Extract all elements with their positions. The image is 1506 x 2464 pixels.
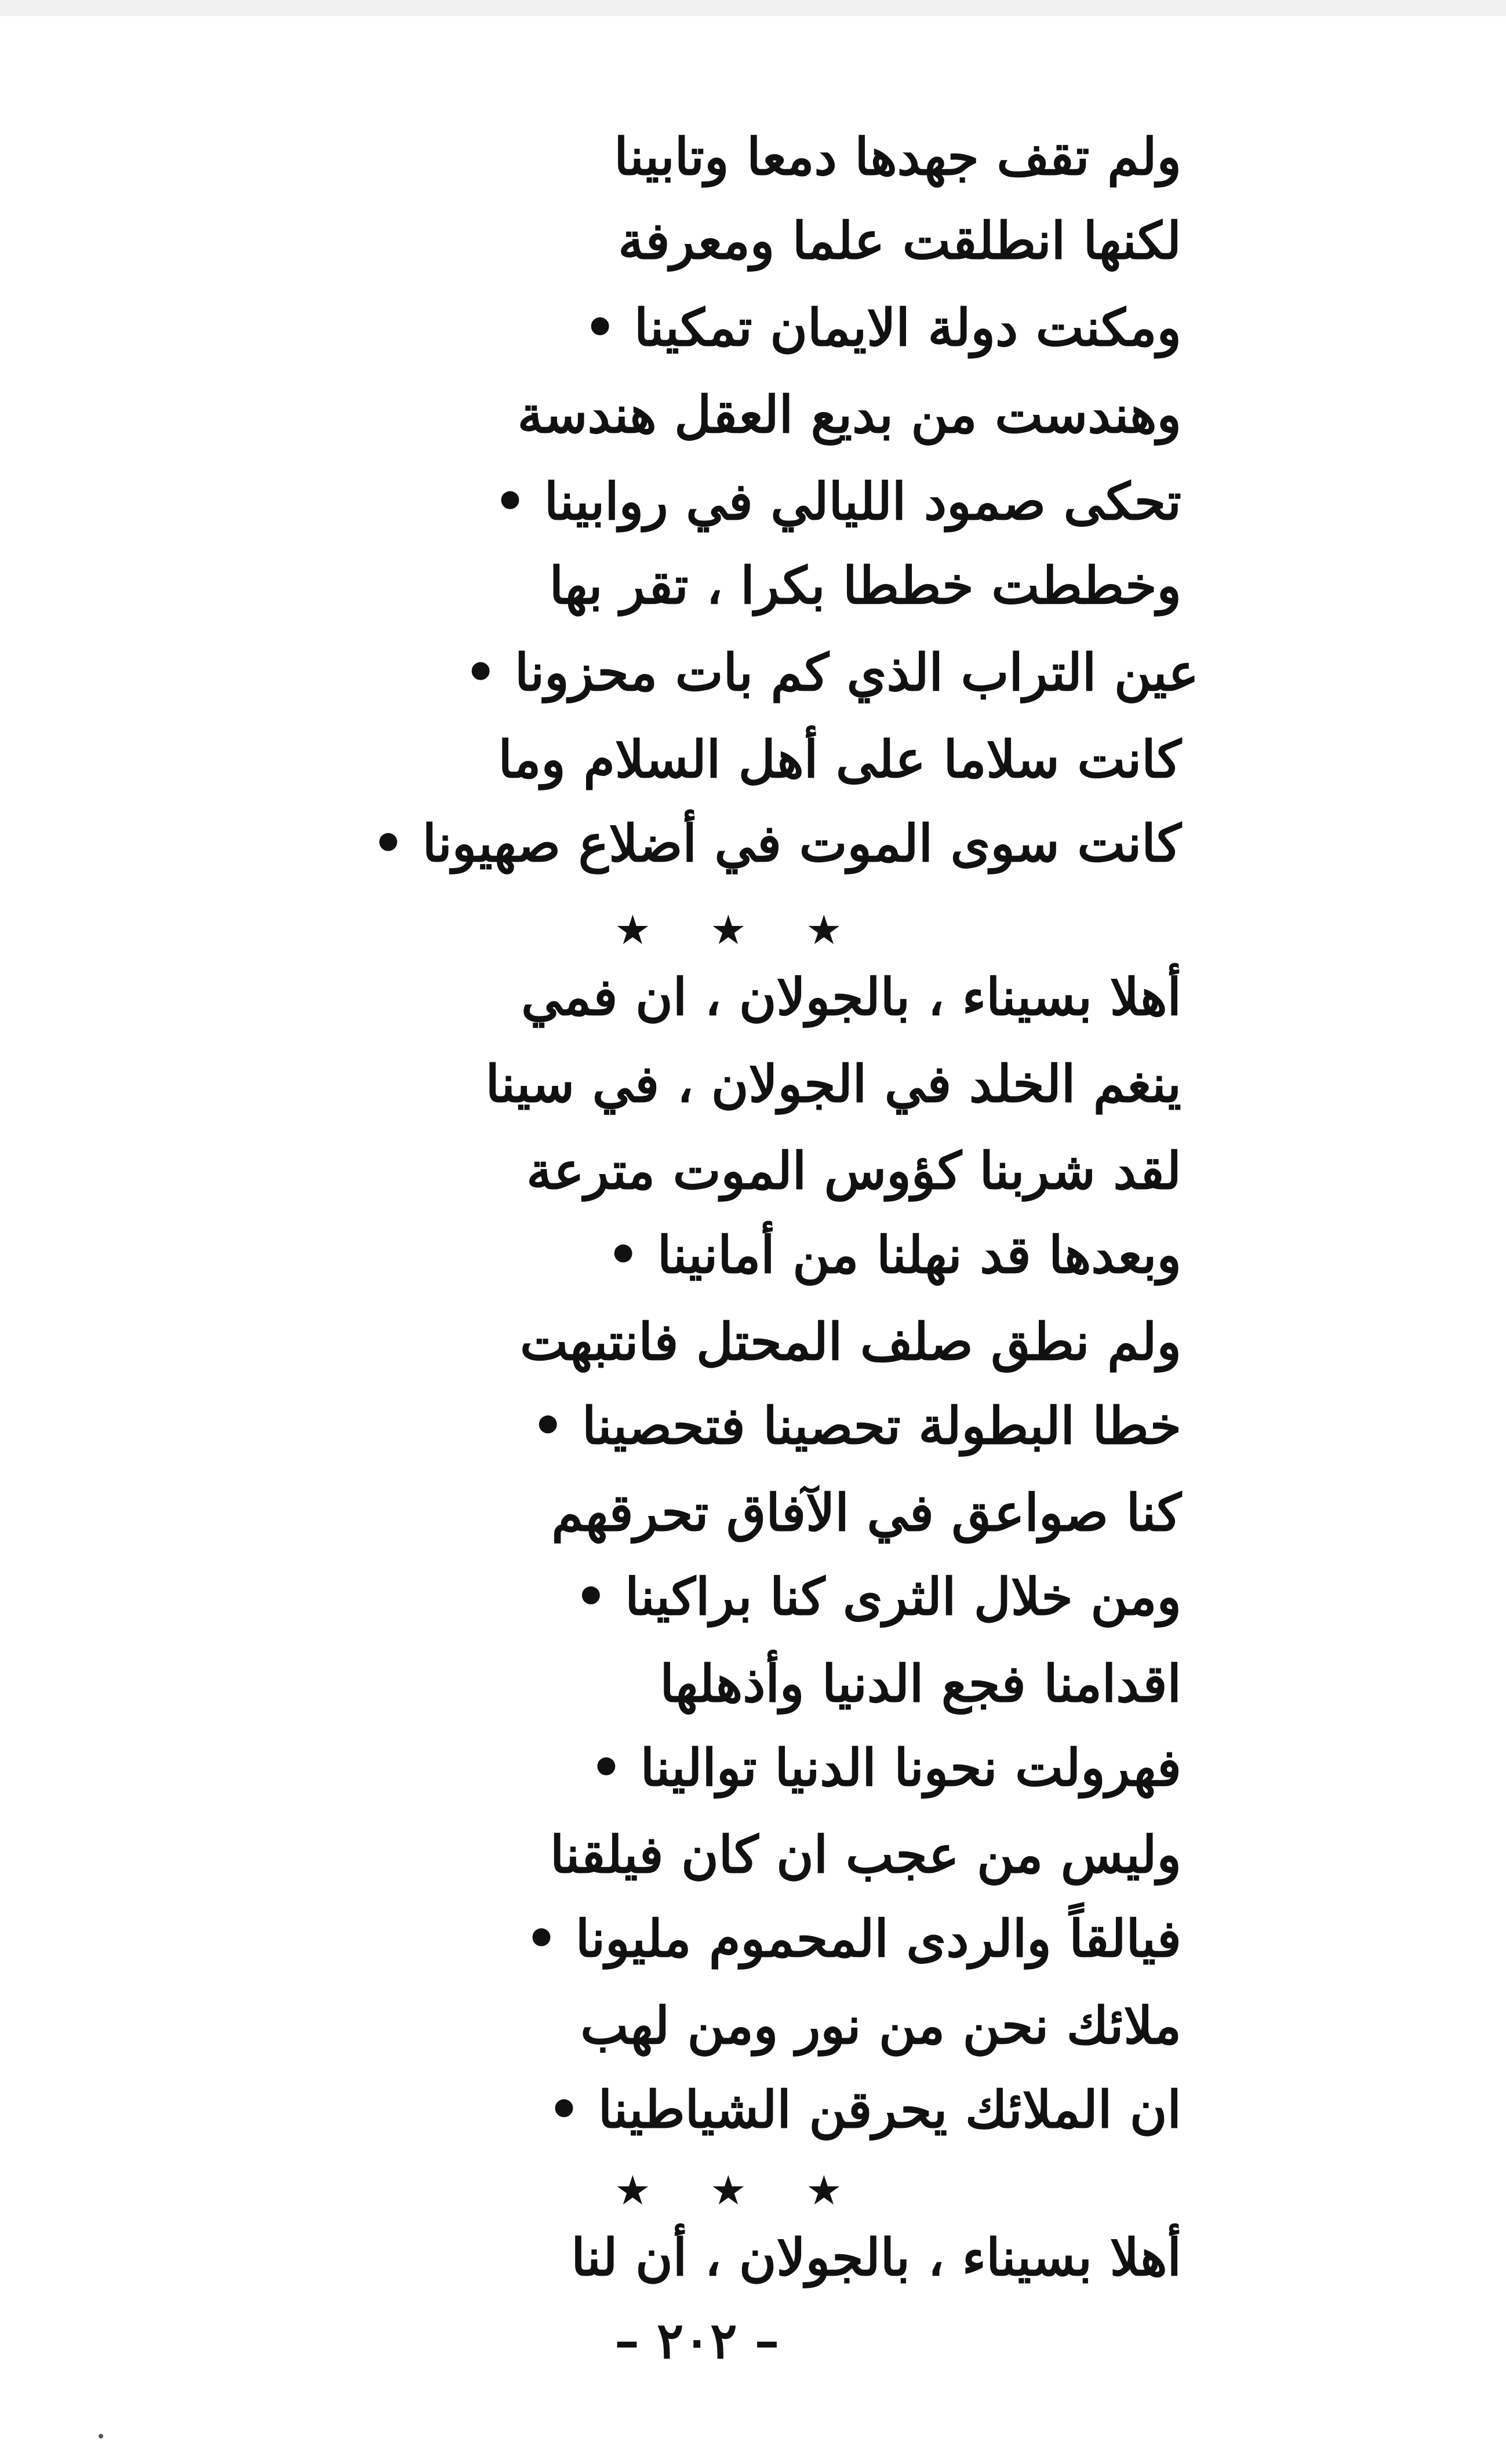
verse-line: أهلا بسيناء ، بالجولان ، أن لنا <box>571 2227 1181 2287</box>
verse-line: كانت سوى الموت في أضلاع صهيونا • <box>372 813 1181 873</box>
verse-line: كانت سلاما على أهل السلام وما <box>498 729 1181 789</box>
verse-line: أهلا بسيناء ، بالجولان ، ان فمي <box>521 967 1181 1027</box>
section-separator-stars: ★ ★ ★ <box>614 2167 865 2214</box>
verse-line: ولم تقف جهدها دمعا وتابينا <box>614 126 1181 187</box>
verse-line: ومكنت دولة الايمان تمكينا • <box>584 297 1181 358</box>
verse-line: خطا البطولة تحصينا فتحصينا • <box>532 1395 1181 1456</box>
verse-line: ان الملائك يحرقن الشياطينا • <box>547 2079 1181 2139</box>
verse-line: عين التراب الذي كم بات محزونا • <box>464 642 1199 702</box>
verse-line: وخططت خططا بكرا ، تقر بها <box>549 555 1181 615</box>
verse-line: لقد شربنا كؤوس الموت مترعة <box>526 1140 1181 1201</box>
verse-line: ملائك نحن من نور ومن لهب <box>580 1995 1181 2055</box>
verse-line: تحكى صمود الليالي في روابينا • <box>493 471 1181 531</box>
verse-line: ومن خلال الثرى كنا براكينا • <box>574 1566 1181 1627</box>
verse-line: كنا صواعق في الآفاق تحرقهم <box>551 1482 1181 1543</box>
page-number: – ٢٠٢ – <box>614 2312 780 2370</box>
verse-line: ينغم الخلد في الجولان ، في سينا <box>485 1054 1181 1114</box>
verse-line: لكنها انطلقت علما ومعرفة <box>618 210 1181 271</box>
verse-line: اقدامنا فجع الدنيا وأذهلها <box>660 1653 1181 1714</box>
verse-line: وهندست من بديع العقل هندسة <box>517 384 1181 444</box>
verse-line: فهرولت نحونا الدنيا توالينا • <box>590 1737 1181 1798</box>
section-separator-stars: ★ ★ ★ <box>614 906 865 954</box>
scan-speck <box>99 2434 103 2439</box>
verse-line: وليس من عجب ان كان فيلقنا <box>550 1824 1181 1885</box>
verse-line: وبعدها قد نهلنا من أمانينا • <box>606 1224 1181 1285</box>
verse-line: فيالقاً والردى المحموم مليونا • <box>525 1908 1181 1969</box>
verse-line: ولم نطق صلف المحتل فانتبهت <box>519 1311 1181 1372</box>
